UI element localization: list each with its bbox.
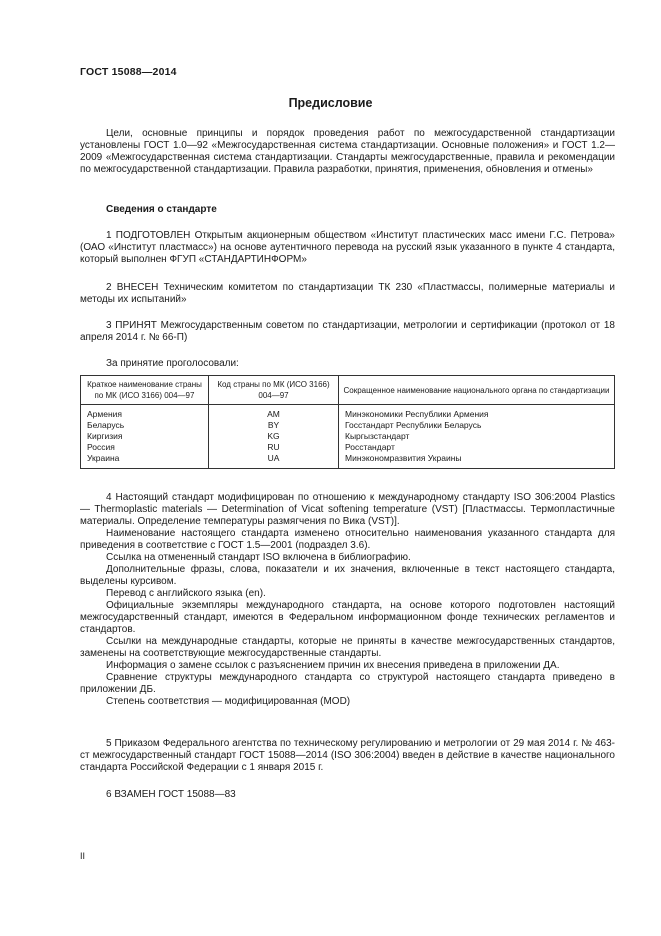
page-number: II	[80, 851, 86, 861]
table-header-row	[81, 376, 615, 405]
item-4-para	[80, 528, 615, 552]
item-2-text: 2 ВНЕСЕН Техническим комитетом по стандартизации ТК 230 «Пластмассы, полимерные материалы и методы их испытаний»	[80, 282, 615, 305]
item-6-text: 6 ВЗАМЕН ГОСТ 15088—83	[106, 789, 236, 800]
country-column	[81, 405, 209, 469]
country-name: Армения	[87, 409, 123, 419]
item-5	[80, 738, 615, 774]
country-code: RU	[267, 442, 280, 452]
item-4-text: 4 Настоящий стандарт модифицирован по отношению к международному стандарту ISO 306:2004 Plastics — Thermoplastic materials — Determination of Vicat softening temperature (VST) [Пластмассы. Термопластичные материалы. Определение температуры размягчения по Вика (VST)].	[80, 492, 615, 527]
item-4-text: Дополнительные фразы, слова, показатели и их значения, включенные в текст настоящего стандарта, выделены курсивом.	[80, 564, 615, 587]
standards-body: Минэкономики Республики Армения	[345, 409, 489, 419]
header-country: Краткое наименование страны по МК (ИСО 3166) 004—97	[81, 376, 209, 405]
standards-body: Минэкономразвития Украины	[345, 453, 462, 463]
item-4-para	[80, 588, 615, 600]
item-4-text: Степень соответствия — модифицированная (MOD)	[106, 696, 351, 707]
item-4-para	[80, 600, 615, 636]
item-5-text: 5 Приказом Федерального агентства по техническому регулированию и метрологии от 29 мая 2014 г. № 463-ст межгосударственный стандарт ГОСТ 15088—2014 (ISO 306:2004) введен в действие в качестве национального стандарта Российской Федерации с 1 января 2015 г.	[80, 738, 615, 773]
country-code: UA	[267, 453, 280, 463]
country-code: KG	[267, 431, 280, 441]
item-3-text: 3 ПРИНЯТ Межгосударственным советом по стандартизации, метрологии и сертификации (протокол от 18 апреля 2014 г. № 66-П)	[80, 320, 615, 343]
document-id: ГОСТ 15088—2014	[80, 66, 177, 78]
code-column	[209, 405, 339, 469]
page-title: Предисловие	[288, 96, 373, 110]
item-4-text: Ссылка на отмененный стандарт ISO включена в библиографию.	[106, 552, 411, 563]
country-name: Россия	[87, 442, 115, 452]
item-4-para	[80, 492, 615, 528]
item-4	[80, 492, 615, 708]
countries-table	[80, 375, 615, 469]
table-row	[81, 405, 615, 469]
info-heading-text: Сведения о стандарте	[106, 204, 217, 215]
item-1	[80, 230, 615, 266]
standards-body: Кыргызстандарт	[345, 431, 410, 441]
item-4-para	[80, 636, 615, 660]
header-code: Код страны по МК (ИСО 3166) 004—97	[209, 376, 339, 405]
item-4-para	[80, 672, 615, 696]
standards-body: Росстандарт	[345, 442, 395, 452]
intro-text: Цели, основные принципы и порядок проведения работ по межгосударственной стандартизации установлены ГОСТ 1.0—92 «Межгосударственная система стандартизации. Основные положения» и ГОСТ 1.2—2009 «Межгосударственная система стандартизации. Стандарты межгосударственные, правила и рекомендации по межгосударственной стандартизации. Правила разработки, принятия, применения, обновления и отмены»	[80, 128, 615, 175]
country-code: BY	[267, 420, 280, 430]
header-body: Сокращенное наименование национального органа по стандартизации	[339, 376, 615, 405]
country-name: Киргизия	[87, 431, 123, 441]
item-6	[80, 789, 615, 801]
country-code: AM	[267, 409, 280, 419]
country-name: Украина	[87, 453, 120, 463]
item-1-text: 1 ПОДГОТОВЛЕН Открытым акционерным обществом «Институт пластических масс имени Г.С. Петрова» (ОАО «Институт пластмасс») на основе аутентичного перевода на русский язык указанного в пункте 4 стандарта, который выполнен ФГУП «СТАНДАРТИНФОРМ»	[80, 230, 615, 265]
item-4-text: Официальные экземпляры международного стандарта, на основе которого подготовлен настоящий межгосударственный стандарт, имеются в Федеральном информационном фонде технических регламентов и стандартов.	[80, 600, 615, 635]
item-4-para	[80, 660, 615, 672]
vote-label	[80, 358, 615, 370]
item-4-para	[80, 564, 615, 588]
body-column	[339, 405, 615, 469]
item-4-text: Наименование настоящего стандарта изменено относительно наименования указанного стандарта для приведения в соответствие с ГОСТ 1.5—2001 (подраздел 3.6).	[80, 528, 615, 551]
item-4-para	[80, 696, 615, 708]
standards-body: Госстандарт Республики Беларусь	[345, 420, 482, 430]
item-4-text: Перевод с английского языка (en).	[106, 588, 266, 599]
intro-paragraph	[80, 128, 615, 176]
item-3	[80, 320, 615, 344]
item-4-text: Сравнение структуры международного стандарта со структурой настоящего стандарта приведено в приложении ДБ.	[80, 672, 615, 695]
info-heading	[80, 204, 615, 216]
item-4-text: Информация о замене ссылок с разъяснением причин их внесения приведена в приложении ДА.	[106, 660, 560, 671]
country-name: Беларусь	[87, 420, 125, 430]
item-4-para	[80, 552, 615, 564]
vote-label-text: За принятие проголосовали:	[106, 358, 239, 369]
item-2	[80, 282, 615, 306]
item-4-text: Ссылки на международные стандарты, которые не приняты в качестве межгосударственных стандартов, заменены на соответствующие межгосударственные стандарты.	[80, 636, 615, 659]
